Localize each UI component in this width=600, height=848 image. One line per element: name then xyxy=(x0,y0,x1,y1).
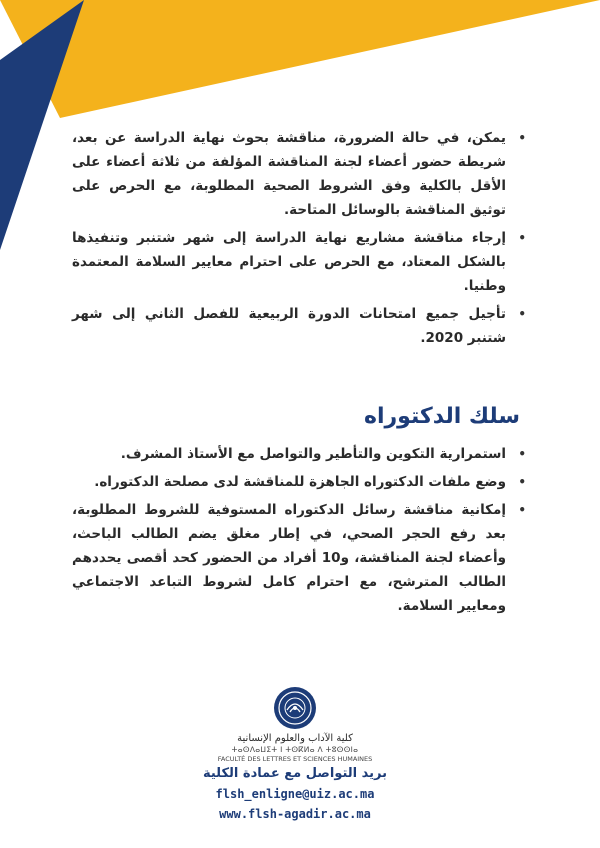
bullet-list-top xyxy=(72,126,520,350)
contact-title: بريد التواصل مع عمادة الكلية xyxy=(202,766,388,781)
list-item: • تأجيل جميع امتحانات الدورة الربيعية للفصل الثاني إلى شهر شتنبر 2020. xyxy=(72,302,520,350)
list-item: • إرجاء مناقشة مشاريع نهاية الدراسة إلى شهر شتنبر وتنفيذها بالشكل المعتاد، مع الحرص على احترام معايير السلامة المعتمدة وطنيا. xyxy=(72,226,520,298)
contact-block xyxy=(150,764,440,824)
list-item: • وضع ملفات الدكتوراه الجاهزة للمناقشة لدى مصلحة الدكتوراه. xyxy=(72,470,520,494)
college-name-arabic: كلية الآداب والعلوم الإنسانية xyxy=(237,733,353,744)
college-name-amazigh: ⵜⴰⵙⴷⴰⵡⵉⵜ ⵏ ⵜⵙⴽⵍⴰ ⴷ ⵜⵓⵙⵙⵏⴰ xyxy=(231,745,359,754)
contact-email-link[interactable]: flsh_enligne@uiz.ac.ma xyxy=(215,787,375,801)
document-body xyxy=(72,126,520,622)
college-name-french: FACULTÉ DES LETTRES ET SCIENCES HUMAINES xyxy=(217,755,373,763)
section-title: سلك الدكتوراه xyxy=(363,404,520,429)
list-item: • استمرارية التكوين والتأطير والتواصل مع الأستاذ المشرف. xyxy=(72,442,520,466)
gold-triangle xyxy=(0,0,600,118)
college-logo-icon xyxy=(273,686,317,730)
website-link[interactable]: www.flsh-agadir.ac.ma xyxy=(219,807,371,821)
bullet-list-doctorate xyxy=(72,442,520,618)
list-item: • إمكانية مناقشة رسائل الدكتوراه المستوفية للشروط المطلوبة، بعد رفع الحجر الصحي، في إطار مغلق يضم الطالب الباحث، وأعضاء لجنة المناقشة، و10 أفراد من الحضور كحد أقصى يحددهم الطالب المترشح، مع احترام كامل لشروط التباعد الاجتماعي ومعايير السلامة. xyxy=(72,498,520,618)
list-item: • يمكن، في حالة الضرورة، مناقشة بحوث نهاية الدراسة عن بعد، شريطة حضور أعضاء لجنة المناقشة المؤلفة من ثلاثة أعضاء على الأقل بالكلية وفق الشروط الصحية المطلوبة، مع الحرص على توثيق المناقشة بالوسائل المتاحة. xyxy=(72,126,520,222)
college-branding xyxy=(210,686,380,764)
